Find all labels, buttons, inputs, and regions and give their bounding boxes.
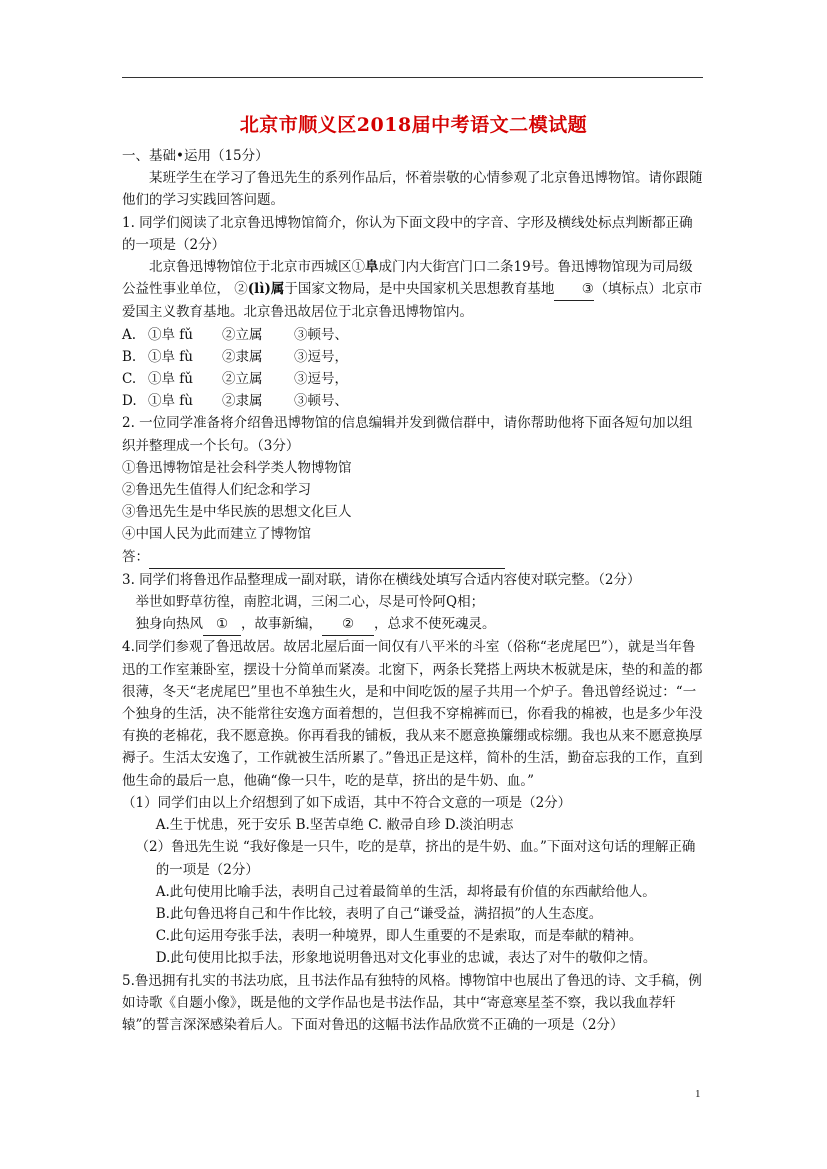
q4-sub2: （2）鲁迅先生说 “我好像是一只牛，吃的是草，挤出的是牛奶、血。”下面对这句话的理解正确的一项是（2分）: [135, 839, 696, 878]
q1-passage-bold-li: (lì)属: [247, 281, 285, 298]
option-part: ①阜 fù: [148, 348, 193, 365]
q1-passage-part: 于国家文物局，是中央国家机关思想教育基地: [284, 281, 555, 298]
couplet-part: ，总求不使死魂灵。: [374, 616, 496, 633]
q4-sub2-option-d: D.此句使用比拟手法，形象地说明鲁迅对文化事业的忠诚，表达了对牛的敬仰之情。: [155, 950, 657, 967]
q3-couplet-line1: 举世如野草彷徨，南腔北调，三闲二心，尽是可怜阿Q相；: [135, 594, 485, 611]
q2-item: ①鲁迅博物馆是社会科学类人物博物馆: [122, 459, 352, 476]
q2-item: ②鲁迅先生值得人们纪念和学习: [122, 482, 311, 499]
q4-sub1: （1）同学们由以上介绍想到了如下成语，其中不符合文意的一项是（2分）: [122, 794, 572, 811]
option-part: ②立属: [222, 326, 263, 343]
couplet-blank-1: ①: [203, 613, 241, 636]
answer-label: 答：: [122, 548, 149, 565]
q1-passage-part: 北京鲁迅博物馆位于北京市西城区①: [149, 259, 365, 276]
option-part: ①阜 fǔ: [148, 326, 193, 343]
header-rule: [122, 77, 703, 78]
option-part: ②立属: [222, 371, 263, 388]
q1-passage-bold-fu: 阜: [365, 259, 379, 276]
q1-stem: 1. 同学们阅读了北京鲁迅博物馆简介，你认为下面文段中的字音、字形及横线处标点判断都正确的一项是（2分）: [122, 214, 693, 253]
q1-passage: [122, 256, 705, 324]
q1-passage-part: （填标点）北京市爱国主义教育基地。北京鲁迅故居位于北京鲁迅博物馆内。: [122, 281, 703, 321]
q2-stem: 2. 一位同学准备将介绍鲁迅博物馆的信息编辑并发到微信群中，请你帮助他将下面各短句加以组织并整理成一个长句。（3分）: [122, 415, 693, 454]
option-letter: D.: [122, 393, 137, 410]
q1-option-c: [122, 368, 705, 390]
option-letter: A.: [122, 326, 137, 343]
page-number: 1: [695, 1088, 701, 1100]
option-part: ③顿号、: [294, 393, 348, 410]
q4-sub2-option-c: C.此句运用夸张手法，表明一种境界，即人生重要的不是索取，而是奉献的精神。: [155, 928, 643, 945]
q3-couplet-line2: [122, 613, 705, 636]
option-letter: B.: [122, 348, 137, 365]
q1-option-a: [122, 324, 705, 346]
option-part: ③逗号，: [294, 371, 348, 388]
couplet-part: ，故事新编，: [241, 616, 322, 633]
intro-paragraph: 某班学生在学习了鲁迅先生的系列作品后，怀着崇敬的心情参观了北京鲁迅博物馆。请你跟随他们的学习实践回答问题。: [122, 170, 703, 209]
exam-content: [122, 145, 705, 1036]
option-part: ②隶属: [222, 348, 263, 365]
option-part: ②隶属: [222, 393, 263, 410]
q4-sub2-option-a: A.此句使用比喻手法，表明自己过着最简单的生活，却将最有价值的东西献给他人。: [155, 883, 656, 900]
q4-sub2-option-b: B.此句鲁迅将自己和牛作比较，表明了自己“谦受益，满招损”的人生态度。: [155, 905, 603, 922]
q1-passage-part: 成门内大街宫门口二条19号。鲁迅博物馆现为司局级公益性事业单位， ②: [122, 259, 693, 298]
couplet-part: 独身向热风: [135, 616, 203, 633]
q4-sub1-options: A.生于忧患，死于安乐 B.坚苦卓绝 C. 敝帚自珍 D.淡泊明志: [155, 817, 514, 834]
q1-option-d: [122, 390, 705, 412]
option-letter: C.: [122, 371, 137, 388]
option-part: ①阜 fù: [148, 393, 193, 410]
q1-passage-blank: ③: [554, 278, 594, 301]
q4-stem: 4.同学们参观了鲁迅故居。故居北屋后面一间仅有八平米的斗室（俗称“老虎尾巴”），就是当年鲁迅的工作室兼卧室，摆设十分简单而紧凑。北窗下，两条长凳搭上两块木板就是床，垫的和盖的都很薄，冬天“老虎尾巴”里也不单独生火，是和中间吃饭的屋子共用一个炉子。鲁迅曾经说过：“一个独身的生活，决不能常往安逸方面着想的，岂但我不穿棉裤而已，你看我的棉被，也是多少年没有换的老棉花，我不愿意换。你再看我的铺板，我从来不愿意换簾绷或棕绷。我也从来不愿意换厚褥子。生活太安逸了，工作就被生活所累了。”鲁迅正是这样，简朴的生活，勤奋忘我的工作，直到他生命的最后一息，他确“像一只牛，吃的是草，挤出的是牛奶、血。”: [122, 639, 703, 789]
q2-item: ③鲁迅先生是中华民族的思想文化巨人: [122, 504, 352, 521]
q1-option-b: [122, 346, 705, 368]
couplet-blank-2: ②: [322, 613, 374, 636]
q5-stem: 5.鲁迅拥有扎实的书法功底，且书法作品有独特的风格。博物馆中也展出了鲁迅的诗、文手稿，例如诗歌《自题小像》，既是他的文学作品也是书法作品，其中“寄意寒星荃不察，我以我血荐轩辕”的誓言深深感染着后人。下面对鲁迅的这幅书法作品欣赏不正确的一项是（2分）: [122, 972, 702, 1033]
q3-stem: 3. 同学们将鲁迅作品整理成一副对联，请你在横线处填写合适内容使对联完整。（2分）: [122, 571, 641, 588]
section-heading: 一、基础•运用（15分）: [122, 148, 269, 164]
q2-item: ④中国人民为此而建立了博物馆: [122, 526, 311, 543]
option-part: ③逗号，: [294, 348, 348, 365]
option-part: ③顿号、: [294, 326, 348, 343]
page-title: 北京市顺义区2018届中考语文二模试题: [239, 114, 588, 136]
option-part: ①阜 fǔ: [148, 371, 193, 388]
q2-answer-line: [122, 546, 705, 569]
